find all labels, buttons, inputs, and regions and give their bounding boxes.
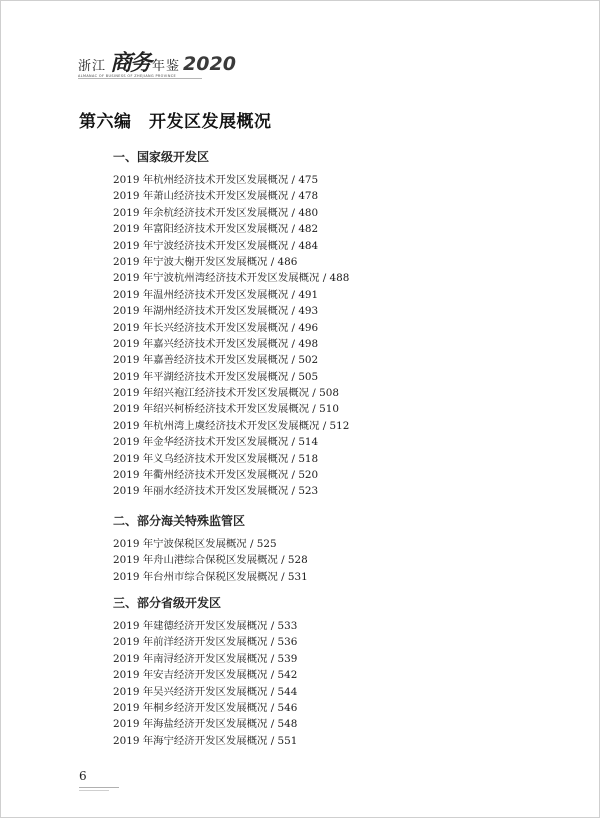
toc-entry[interactable]: 2019 年金华经济技术开发区发展概况 / 514 [113, 436, 319, 449]
toc-entry[interactable]: 2019 年萧山经济技术开发区发展概况 / 478 [113, 190, 319, 203]
toc-entry[interactable]: 2019 年湖州经济技术开发区发展概况 / 493 [113, 305, 319, 318]
toc-entry[interactable]: 2019 年宁波保税区发展概况 / 525 [113, 538, 277, 550]
header-rule [78, 78, 202, 79]
section-heading-customs: 二、部分海关特殊监管区 [113, 514, 246, 528]
toc-entry[interactable]: 2019 年绍兴袍江经济技术开发区发展概况 / 508 [113, 387, 339, 400]
toc-entry[interactable]: 2019 年宁波大榭开发区发展概况 / 486 [113, 255, 298, 268]
running-header [78, 44, 236, 78]
footer-rule-secondary [79, 790, 109, 791]
toc-entry[interactable]: 2019 年长兴经济技术开发区发展概况 / 496 [113, 321, 319, 334]
toc-entry[interactable]: 2019 年义乌经济技术开发区发展概况 / 518 [113, 452, 319, 465]
toc-entry[interactable]: 2019 年嘉兴经济技术开发区发展概况 / 498 [113, 337, 319, 350]
toc-entry[interactable]: 2019 年丽水经济技术开发区发展概况 / 523 [113, 485, 319, 498]
toc-entry[interactable]: 2019 年舟山港综合保税区发展概况 / 528 [113, 554, 308, 567]
section-entries-provincial [113, 618, 297, 749]
header-prefix: 浙江 [78, 59, 107, 74]
toc-entry[interactable]: 2019 年宁波杭州湾经济技术开发区发展概况 / 488 [113, 272, 350, 285]
toc-entry[interactable]: 2019 年桐乡经济开发区发展概况 / 546 [113, 701, 298, 714]
toc-entry[interactable]: 2019 年建德经济开发区发展概况 / 533 [113, 620, 298, 632]
toc-entry[interactable]: 2019 年绍兴柯桥经济技术开发区发展概况 / 510 [113, 403, 339, 416]
toc-entry[interactable]: 2019 年嘉善经济技术开发区发展概况 / 502 [113, 354, 319, 367]
toc-entry[interactable]: 2019 年吴兴经济开发区发展概况 / 544 [113, 685, 298, 698]
toc-entry[interactable]: 2019 年海盐经济开发区发展概况 / 548 [113, 718, 298, 731]
toc-entry[interactable]: 2019 年台州市综合保税区发展概况 / 531 [113, 570, 308, 583]
footer-rule [79, 787, 119, 788]
header-suffix: 年鉴 [152, 59, 181, 74]
toc-entry[interactable]: 2019 年余杭经济技术开发区发展概况 / 480 [113, 206, 319, 219]
toc-entry[interactable]: 2019 年温州经济技术开发区发展概况 / 491 [113, 288, 319, 301]
toc-entry[interactable]: 2019 年南浔经济开发区发展概况 / 539 [113, 652, 298, 665]
toc-entry[interactable]: 2019 年杭州湾上虞经济技术开发区发展概况 / 512 [113, 419, 350, 432]
toc-entry[interactable]: 2019 年平湖经济技术开发区发展概况 / 505 [113, 370, 319, 383]
section-heading-provincial: 三、部分省级开发区 [113, 596, 222, 610]
toc-entry[interactable]: 2019 年富阳经济技术开发区发展概况 / 482 [113, 223, 319, 236]
chapter-title: 第六编 开发区发展概况 [79, 112, 272, 132]
toc-entry[interactable]: 2019 年衢州经济技术开发区发展概况 / 520 [113, 469, 319, 482]
header-logo-text: 商务 [110, 50, 151, 76]
toc-entry[interactable]: 2019 年杭州经济技术开发区发展概况 / 475 [113, 174, 319, 186]
toc-entry[interactable]: 2019 年海宁经济开发区发展概况 / 551 [113, 734, 298, 747]
header-year: 2020 [183, 53, 236, 75]
section-entries-national [113, 172, 349, 500]
header-subtitle: ALMANAC OF BUSINESS OF ZHEJIANG PROVINCE [78, 74, 177, 78]
toc-entry[interactable]: 2019 年宁波经济技术开发区发展概况 / 484 [113, 239, 319, 252]
toc-entry[interactable]: 2019 年安吉经济开发区发展概况 / 542 [113, 669, 298, 682]
section-heading-national: 一、国家级开发区 [113, 150, 210, 164]
page-number: 6 [79, 769, 87, 783]
section-entries-customs [113, 536, 308, 585]
toc-entry[interactable]: 2019 年前洋经济开发区发展概况 / 536 [113, 636, 298, 649]
